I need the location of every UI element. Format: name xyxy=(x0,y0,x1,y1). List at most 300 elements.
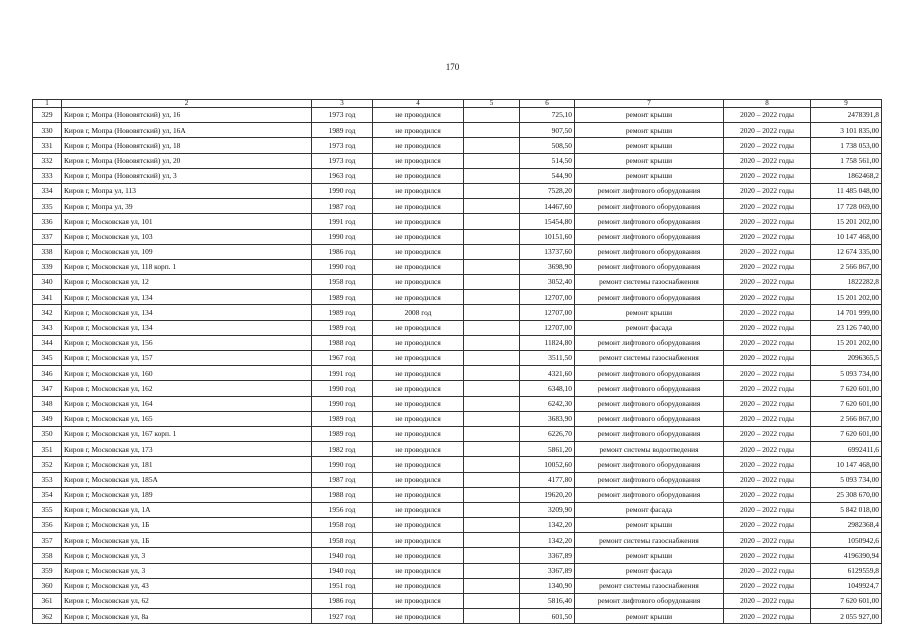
table-row xyxy=(33,472,882,487)
address-cell: Киров г, Московская ул, 185А xyxy=(62,472,312,487)
row-index: 345 xyxy=(33,351,62,366)
build-year-cell: 1990 год xyxy=(312,396,373,411)
address-cell: Киров г, Московская ул, 164 xyxy=(62,396,312,411)
address-cell: Киров г, Мопра (Нововятский) ул, 18 xyxy=(62,138,312,153)
last-repair-cell: не проводился xyxy=(373,214,464,229)
last-repair-cell: не проводился xyxy=(373,594,464,609)
build-year-cell: 1988 год xyxy=(312,335,373,350)
row-index: 349 xyxy=(33,411,62,426)
cost-cell: 1050942,6 xyxy=(811,533,882,548)
address-cell: Киров г, Мопра ул, 39 xyxy=(62,199,312,214)
work-type-cell: ремонт лифтового оборудования xyxy=(575,244,724,259)
cost-cell: 2096365,5 xyxy=(811,351,882,366)
cost-cell: 15 201 202,00 xyxy=(811,290,882,305)
row-index: 342 xyxy=(33,305,62,320)
area-cell: 514,50 xyxy=(520,153,575,168)
cost-cell: 15 201 202,00 xyxy=(811,214,882,229)
column-number-row xyxy=(33,100,882,108)
build-year-cell: 1987 год xyxy=(312,472,373,487)
empty-cell xyxy=(464,320,520,335)
address-cell: Киров г, Московская ул, 165 xyxy=(62,411,312,426)
row-index: 344 xyxy=(33,335,62,350)
empty-cell xyxy=(464,229,520,244)
period-cell: 2020 – 2022 годы xyxy=(724,381,811,396)
build-year-cell: 1958 год xyxy=(312,533,373,548)
address-cell: Киров г, Мопра (Нововятский) ул, 3 xyxy=(62,168,312,183)
table-row xyxy=(33,259,882,274)
last-repair-cell: не проводился xyxy=(373,563,464,578)
table-row xyxy=(33,138,882,153)
period-cell: 2020 – 2022 годы xyxy=(724,335,811,350)
last-repair-cell: не проводился xyxy=(373,320,464,335)
last-repair-cell: не проводился xyxy=(373,168,464,183)
row-index: 334 xyxy=(33,183,62,198)
address-cell: Киров г, Московская ул, 173 xyxy=(62,442,312,457)
empty-cell xyxy=(464,442,520,457)
table-row xyxy=(33,502,882,517)
address-cell: Киров г, Мопра (Нововятский) ул, 16А xyxy=(62,123,312,138)
work-type-cell: ремонт лифтового оборудования xyxy=(575,457,724,472)
row-index: 332 xyxy=(33,153,62,168)
area-cell: 1342,20 xyxy=(520,533,575,548)
work-type-cell: ремонт лифтового оборудования xyxy=(575,199,724,214)
area-cell: 1342,20 xyxy=(520,518,575,533)
cost-cell: 7 620 601,00 xyxy=(811,426,882,441)
area-cell: 907,50 xyxy=(520,123,575,138)
table-row xyxy=(33,533,882,548)
area-cell: 3698,90 xyxy=(520,259,575,274)
cost-cell: 12 674 335,00 xyxy=(811,244,882,259)
build-year-cell: 1951 год xyxy=(312,578,373,593)
period-cell: 2020 – 2022 годы xyxy=(724,320,811,335)
row-index: 356 xyxy=(33,518,62,533)
cost-cell: 7 620 601,00 xyxy=(811,396,882,411)
work-type-cell: ремонт лифтового оборудования xyxy=(575,594,724,609)
last-repair-cell: не проводился xyxy=(373,335,464,350)
empty-cell xyxy=(464,426,520,441)
table-row xyxy=(33,290,882,305)
period-cell: 2020 – 2022 годы xyxy=(724,275,811,290)
table-row xyxy=(33,563,882,578)
empty-cell xyxy=(464,183,520,198)
table-row xyxy=(33,123,882,138)
row-index: 355 xyxy=(33,502,62,517)
empty-cell xyxy=(464,153,520,168)
address-cell: Киров г, Московская ул, 167 корп. 1 xyxy=(62,426,312,441)
page-number: 170 xyxy=(445,62,460,72)
row-index: 340 xyxy=(33,275,62,290)
period-cell: 2020 – 2022 годы xyxy=(724,457,811,472)
empty-cell xyxy=(464,214,520,229)
build-year-cell: 1990 год xyxy=(312,229,373,244)
build-year-cell: 1958 год xyxy=(312,518,373,533)
period-cell: 2020 – 2022 годы xyxy=(724,138,811,153)
area-cell: 5861,20 xyxy=(520,442,575,457)
period-cell: 2020 – 2022 годы xyxy=(724,594,811,609)
last-repair-cell: 2008 год xyxy=(373,305,464,320)
work-type-cell: ремонт лифтового оборудования xyxy=(575,259,724,274)
empty-cell xyxy=(464,123,520,138)
cost-cell: 6129559,8 xyxy=(811,563,882,578)
work-type-cell: ремонт системы газоснабжения xyxy=(575,533,724,548)
table-row xyxy=(33,594,882,609)
period-cell: 2020 – 2022 годы xyxy=(724,290,811,305)
area-cell: 3052,40 xyxy=(520,275,575,290)
last-repair-cell: не проводился xyxy=(373,183,464,198)
area-cell: 508,50 xyxy=(520,138,575,153)
last-repair-cell: не проводился xyxy=(373,351,464,366)
row-index: 329 xyxy=(33,108,62,123)
area-cell: 5816,40 xyxy=(520,594,575,609)
build-year-cell: 1940 год xyxy=(312,548,373,563)
address-cell: Киров г, Московская ул, 162 xyxy=(62,381,312,396)
empty-cell xyxy=(464,563,520,578)
cost-cell: 5 093 734,00 xyxy=(811,366,882,381)
row-index: 358 xyxy=(33,548,62,563)
area-cell: 544,90 xyxy=(520,168,575,183)
column-number: 7 xyxy=(575,100,724,108)
work-type-cell: ремонт крыши xyxy=(575,305,724,320)
area-cell: 3683,90 xyxy=(520,411,575,426)
empty-cell xyxy=(464,594,520,609)
table-row xyxy=(33,214,882,229)
cost-cell: 14 701 999,00 xyxy=(811,305,882,320)
period-cell: 2020 – 2022 годы xyxy=(724,442,811,457)
column-number: 6 xyxy=(520,100,575,108)
last-repair-cell: не проводился xyxy=(373,123,464,138)
table-row xyxy=(33,426,882,441)
table-row xyxy=(33,609,882,624)
build-year-cell: 1967 год xyxy=(312,351,373,366)
row-index: 351 xyxy=(33,442,62,457)
last-repair-cell: не проводился xyxy=(373,229,464,244)
address-cell: Киров г, Московская ул, 1Б xyxy=(62,533,312,548)
area-cell: 1340,90 xyxy=(520,578,575,593)
area-cell: 4321,60 xyxy=(520,366,575,381)
table-row xyxy=(33,275,882,290)
last-repair-cell: не проводился xyxy=(373,578,464,593)
row-index: 330 xyxy=(33,123,62,138)
last-repair-cell: не проводился xyxy=(373,533,464,548)
area-cell: 6226,70 xyxy=(520,426,575,441)
empty-cell xyxy=(464,457,520,472)
empty-cell xyxy=(464,609,520,624)
table-row xyxy=(33,335,882,350)
address-cell: Киров г, Московская ул, 160 xyxy=(62,366,312,381)
table-row xyxy=(33,153,882,168)
row-index: 343 xyxy=(33,320,62,335)
last-repair-cell: не проводился xyxy=(373,366,464,381)
empty-cell xyxy=(464,138,520,153)
period-cell: 2020 – 2022 годы xyxy=(724,396,811,411)
empty-cell xyxy=(464,396,520,411)
work-type-cell: ремонт лифтового оборудования xyxy=(575,214,724,229)
period-cell: 2020 – 2022 годы xyxy=(724,199,811,214)
row-index: 347 xyxy=(33,381,62,396)
column-number: 4 xyxy=(373,100,464,108)
address-cell: Киров г, Московская ул, 134 xyxy=(62,320,312,335)
work-type-cell: ремонт крыши xyxy=(575,548,724,563)
build-year-cell: 1989 год xyxy=(312,305,373,320)
empty-cell xyxy=(464,502,520,517)
build-year-cell: 1982 год xyxy=(312,442,373,457)
address-cell: Киров г, Московская ул, 134 xyxy=(62,305,312,320)
last-repair-cell: не проводился xyxy=(373,153,464,168)
work-type-cell: ремонт фасада xyxy=(575,563,724,578)
area-cell: 12707,00 xyxy=(520,320,575,335)
row-index: 336 xyxy=(33,214,62,229)
column-number: 3 xyxy=(312,100,373,108)
build-year-cell: 1986 год xyxy=(312,594,373,609)
last-repair-cell: не проводился xyxy=(373,199,464,214)
period-cell: 2020 – 2022 годы xyxy=(724,305,811,320)
last-repair-cell: не проводился xyxy=(373,108,464,123)
empty-cell xyxy=(464,305,520,320)
work-type-cell: ремонт крыши xyxy=(575,123,724,138)
row-index: 337 xyxy=(33,229,62,244)
period-cell: 2020 – 2022 годы xyxy=(724,487,811,502)
empty-cell xyxy=(464,578,520,593)
table-row xyxy=(33,578,882,593)
build-year-cell: 1991 год xyxy=(312,214,373,229)
row-index: 357 xyxy=(33,533,62,548)
address-cell: Киров г, Мопра ул, 113 xyxy=(62,183,312,198)
last-repair-cell: не проводился xyxy=(373,275,464,290)
work-type-cell: ремонт лифтового оборудования xyxy=(575,335,724,350)
cost-cell: 1 758 561,00 xyxy=(811,153,882,168)
work-type-cell: ремонт лифтового оборудования xyxy=(575,472,724,487)
period-cell: 2020 – 2022 годы xyxy=(724,259,811,274)
table-row xyxy=(33,548,882,563)
column-number: 8 xyxy=(724,100,811,108)
address-cell: Киров г, Московская ул, 118 корп. 1 xyxy=(62,259,312,274)
build-year-cell: 1987 год xyxy=(312,199,373,214)
empty-cell xyxy=(464,351,520,366)
build-year-cell: 1989 год xyxy=(312,123,373,138)
area-cell: 7528,20 xyxy=(520,183,575,198)
build-year-cell: 1989 год xyxy=(312,320,373,335)
last-repair-cell: не проводился xyxy=(373,502,464,517)
empty-cell xyxy=(464,381,520,396)
work-type-cell: ремонт фасада xyxy=(575,320,724,335)
area-cell: 11824,80 xyxy=(520,335,575,350)
area-cell: 601,50 xyxy=(520,609,575,624)
table-row xyxy=(33,351,882,366)
empty-cell xyxy=(464,411,520,426)
build-year-cell: 1989 год xyxy=(312,290,373,305)
empty-cell xyxy=(464,168,520,183)
row-index: 362 xyxy=(33,609,62,624)
empty-cell xyxy=(464,275,520,290)
table-row xyxy=(33,457,882,472)
address-cell: Киров г, Московская ул, 181 xyxy=(62,457,312,472)
last-repair-cell: не проводился xyxy=(373,290,464,305)
row-index: 333 xyxy=(33,168,62,183)
period-cell: 2020 – 2022 годы xyxy=(724,183,811,198)
period-cell: 2020 – 2022 годы xyxy=(724,366,811,381)
work-type-cell: ремонт лифтового оборудования xyxy=(575,183,724,198)
area-cell: 3367,89 xyxy=(520,548,575,563)
build-year-cell: 1986 год xyxy=(312,244,373,259)
work-type-cell: ремонт крыши xyxy=(575,138,724,153)
cost-cell: 1049924,7 xyxy=(811,578,882,593)
area-cell: 14467,60 xyxy=(520,199,575,214)
last-repair-cell: не проводился xyxy=(373,457,464,472)
period-cell: 2020 – 2022 годы xyxy=(724,609,811,624)
empty-cell xyxy=(464,290,520,305)
cost-cell: 11 485 048,00 xyxy=(811,183,882,198)
build-year-cell: 1973 год xyxy=(312,138,373,153)
work-type-cell: ремонт системы газоснабжения xyxy=(575,351,724,366)
row-index: 354 xyxy=(33,487,62,502)
cost-cell: 4196390,94 xyxy=(811,548,882,563)
period-cell: 2020 – 2022 годы xyxy=(724,472,811,487)
cost-cell: 23 126 740,00 xyxy=(811,320,882,335)
area-cell: 13737,60 xyxy=(520,244,575,259)
area-cell: 10151,60 xyxy=(520,229,575,244)
row-index: 361 xyxy=(33,594,62,609)
work-type-cell: ремонт лифтового оборудования xyxy=(575,426,724,441)
last-repair-cell: не проводился xyxy=(373,609,464,624)
area-cell: 6348,10 xyxy=(520,381,575,396)
table-row xyxy=(33,411,882,426)
last-repair-cell: не проводился xyxy=(373,442,464,457)
last-repair-cell: не проводился xyxy=(373,426,464,441)
empty-cell xyxy=(464,533,520,548)
cost-cell: 5 842 018,00 xyxy=(811,502,882,517)
work-type-cell: ремонт крыши xyxy=(575,108,724,123)
area-cell: 3511,50 xyxy=(520,351,575,366)
build-year-cell: 1989 год xyxy=(312,426,373,441)
table-row xyxy=(33,244,882,259)
work-type-cell: ремонт системы газоснабжения xyxy=(575,578,724,593)
last-repair-cell: не проводился xyxy=(373,548,464,563)
work-type-cell: ремонт фасада xyxy=(575,502,724,517)
work-type-cell: ремонт лифтового оборудования xyxy=(575,396,724,411)
row-index: 338 xyxy=(33,244,62,259)
period-cell: 2020 – 2022 годы xyxy=(724,108,811,123)
area-cell: 3209,90 xyxy=(520,502,575,517)
empty-cell xyxy=(464,108,520,123)
cost-cell: 5 093 734,00 xyxy=(811,472,882,487)
address-cell: Киров г, Московская ул, 3 xyxy=(62,548,312,563)
table-row xyxy=(33,229,882,244)
empty-cell xyxy=(464,487,520,502)
cost-cell: 15 201 202,00 xyxy=(811,335,882,350)
address-cell: Киров г, Мопра (Нововятский) ул, 16 xyxy=(62,108,312,123)
work-type-cell: ремонт крыши xyxy=(575,153,724,168)
column-number: 2 xyxy=(62,100,312,108)
empty-cell xyxy=(464,259,520,274)
address-cell: Киров г, Московская ул, 62 xyxy=(62,594,312,609)
row-index: 353 xyxy=(33,472,62,487)
column-number: 9 xyxy=(811,100,882,108)
empty-cell xyxy=(464,548,520,563)
area-cell: 12707,00 xyxy=(520,290,575,305)
period-cell: 2020 – 2022 годы xyxy=(724,518,811,533)
last-repair-cell: не проводился xyxy=(373,259,464,274)
column-number: 1 xyxy=(33,100,62,108)
cost-cell: 2 566 867,00 xyxy=(811,411,882,426)
row-index: 331 xyxy=(33,138,62,153)
build-year-cell: 1956 год xyxy=(312,502,373,517)
cost-cell: 2478391,8 xyxy=(811,108,882,123)
cost-cell: 2 055 927,00 xyxy=(811,609,882,624)
build-year-cell: 1973 год xyxy=(312,153,373,168)
area-cell: 6242,30 xyxy=(520,396,575,411)
address-cell: Киров г, Московская ул, 8а xyxy=(62,609,312,624)
address-cell: Киров г, Московская ул, 103 xyxy=(62,229,312,244)
empty-cell xyxy=(464,366,520,381)
work-type-cell: ремонт лифтового оборудования xyxy=(575,381,724,396)
last-repair-cell: не проводился xyxy=(373,381,464,396)
build-year-cell: 1991 год xyxy=(312,366,373,381)
row-index: 335 xyxy=(33,199,62,214)
last-repair-cell: не проводился xyxy=(373,396,464,411)
row-index: 339 xyxy=(33,259,62,274)
area-cell: 4177,80 xyxy=(520,472,575,487)
cost-cell: 17 728 069,00 xyxy=(811,199,882,214)
area-cell: 19620,20 xyxy=(520,487,575,502)
period-cell: 2020 – 2022 годы xyxy=(724,533,811,548)
address-cell: Киров г, Московская ул, 156 xyxy=(62,335,312,350)
area-cell: 3367,89 xyxy=(520,563,575,578)
period-cell: 2020 – 2022 годы xyxy=(724,426,811,441)
build-year-cell: 1990 год xyxy=(312,183,373,198)
area-cell: 15454,80 xyxy=(520,214,575,229)
build-year-cell: 1990 год xyxy=(312,381,373,396)
cost-cell: 3 101 835,00 xyxy=(811,123,882,138)
work-type-cell: ремонт системы газоснабжения xyxy=(575,275,724,290)
last-repair-cell: не проводился xyxy=(373,487,464,502)
work-type-cell: ремонт лифтового оборудования xyxy=(575,290,724,305)
cost-cell: 7 620 601,00 xyxy=(811,594,882,609)
work-type-cell: ремонт лифтового оборудования xyxy=(575,411,724,426)
period-cell: 2020 – 2022 годы xyxy=(724,244,811,259)
row-index: 352 xyxy=(33,457,62,472)
period-cell: 2020 – 2022 годы xyxy=(724,168,811,183)
period-cell: 2020 – 2022 годы xyxy=(724,563,811,578)
address-cell: Киров г, Московская ул, 109 xyxy=(62,244,312,259)
row-index: 348 xyxy=(33,396,62,411)
period-cell: 2020 – 2022 годы xyxy=(724,229,811,244)
address-cell: Киров г, Московская ул, 134 xyxy=(62,290,312,305)
table-row xyxy=(33,366,882,381)
work-type-cell: ремонт крыши xyxy=(575,518,724,533)
last-repair-cell: не проводился xyxy=(373,411,464,426)
build-year-cell: 1958 год xyxy=(312,275,373,290)
address-cell: Киров г, Московская ул, 3 xyxy=(62,563,312,578)
address-cell: Киров г, Московская ул, 157 xyxy=(62,351,312,366)
address-cell: Киров г, Московская ул, 43 xyxy=(62,578,312,593)
empty-cell xyxy=(464,199,520,214)
period-cell: 2020 – 2022 годы xyxy=(724,123,811,138)
build-year-cell: 1989 год xyxy=(312,411,373,426)
build-year-cell: 1927 год xyxy=(312,609,373,624)
table-row xyxy=(33,199,882,214)
cost-cell: 10 147 468,00 xyxy=(811,229,882,244)
build-year-cell: 1973 год xyxy=(312,108,373,123)
cost-cell: 25 308 670,00 xyxy=(811,487,882,502)
work-type-cell: ремонт крыши xyxy=(575,609,724,624)
last-repair-cell: не проводился xyxy=(373,138,464,153)
table-row xyxy=(33,305,882,320)
row-index: 350 xyxy=(33,426,62,441)
build-year-cell: 1990 год xyxy=(312,457,373,472)
work-type-cell: ремонт лифтового оборудования xyxy=(575,366,724,381)
column-number: 5 xyxy=(464,100,520,108)
row-index: 360 xyxy=(33,578,62,593)
